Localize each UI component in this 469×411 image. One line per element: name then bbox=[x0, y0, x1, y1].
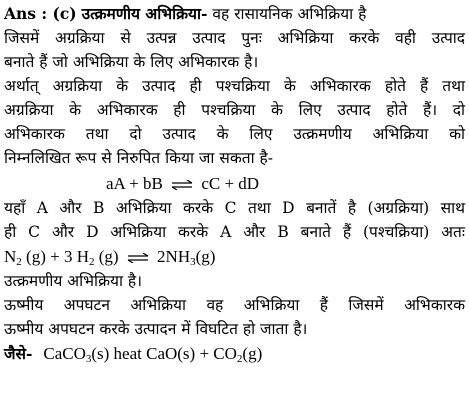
example-line bbox=[4, 342, 262, 368]
explanation-line: अग्रक्रिया के अभिकारक ही पश्चक्रिया के लिए उत्पाद होते हैं। दो bbox=[4, 101, 465, 119]
description-line: यहाँ A और B अभिक्रिया करके C तथा D बनातें है (अग्रक्रिया) साथ bbox=[4, 199, 465, 217]
definition-line: जिसमें अग्रक्रिया से उत्पन्न उत्पाद पुनः अभिक्रिया करके वही उत्पाद bbox=[4, 29, 465, 47]
thermal-line: ऊष्मीय अपघटन करके उत्पादन में विघटित हो जाता है। bbox=[4, 320, 308, 338]
answer-heading-line bbox=[4, 2, 366, 26]
general-equation bbox=[106, 172, 259, 196]
ammonia-caption: उत्क्रमणीय अभिक्रिया है। bbox=[4, 272, 143, 290]
equilibrium-arrow-icon bbox=[127, 253, 149, 263]
ammonia-equation bbox=[4, 245, 215, 271]
equation-text: (g) bbox=[195, 247, 216, 266]
thermal-line: ऊष्मीय अपघटन अभिक्रिया वह अभिक्रिया हैं जिसमें अभिकारक bbox=[4, 296, 465, 314]
answer-prefix: Ans : (c) bbox=[4, 4, 77, 23]
example-label: जैसे- bbox=[4, 344, 33, 363]
subscript: 3 bbox=[85, 353, 92, 365]
subscript: 3 bbox=[190, 256, 196, 268]
equation-text: (s) heat CaO(s) + CO bbox=[91, 344, 237, 363]
definition-text: वह रासायनिक अभिक्रिया है bbox=[212, 5, 367, 23]
description-line: ही C और D अभिक्रिया करके A और B बनाते हैं (पश्चक्रिया) अतः bbox=[4, 223, 465, 241]
nitrogen-symbol: N bbox=[4, 247, 17, 266]
equation-text: (g) bbox=[94, 247, 119, 266]
explanation-line: अर्थात् अग्रक्रिया के उत्पाद ही पश्चक्रिया के अभिकारक होते हैं तथा bbox=[4, 77, 465, 95]
ammonia-formula: 2NH bbox=[157, 247, 191, 266]
equation-text: (g) + 3 H bbox=[21, 247, 89, 266]
subscript: 2 bbox=[16, 256, 22, 268]
equilibrium-arrow-icon bbox=[171, 180, 193, 190]
subscript: 2 bbox=[236, 353, 243, 365]
calcium-carbonate-formula: CaCO bbox=[43, 344, 86, 363]
explanation-line: अभिकारक तथा दो उत्पाद के लिए उत्क्रमणीय अभिक्रिया को bbox=[4, 125, 465, 143]
equation-reactants: aA + bB bbox=[106, 174, 163, 193]
subscript: 2 bbox=[88, 256, 95, 268]
reversible-reaction-term: उत्क्रमणीय अभिक्रिया- bbox=[81, 4, 208, 23]
equation-text: (g) bbox=[242, 344, 263, 363]
example-equation bbox=[43, 344, 262, 363]
equation-products: cC + dD bbox=[201, 174, 260, 193]
definition-line: बनाते हैं जो अभिक्रिया के लिए अभिकारक है। bbox=[4, 53, 259, 71]
explanation-line: निम्नलिखित रूप से निरुपित किया जा सकता है- bbox=[4, 149, 273, 167]
